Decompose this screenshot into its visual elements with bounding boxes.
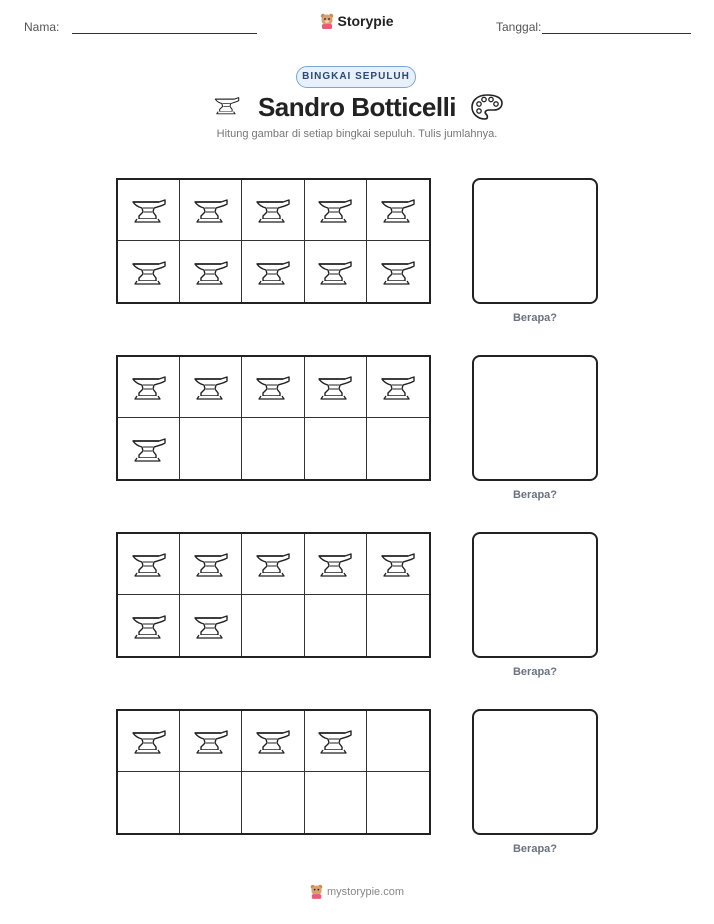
anvil-icon (378, 195, 418, 225)
ten-frame (116, 532, 431, 658)
palette-icon (470, 93, 504, 121)
answer-label: Berapa? (512, 843, 558, 855)
ten-frame-cell (180, 534, 242, 595)
ten-frame-cell (242, 180, 304, 241)
anvil-icon (191, 726, 231, 756)
ten-frame-cell (305, 595, 367, 656)
anvil-icon (191, 195, 231, 225)
ten-frame-cell (305, 357, 367, 418)
anvil-icon (315, 726, 355, 756)
anvil-icon (253, 549, 293, 579)
anvil-icon (253, 257, 293, 287)
ten-frame-cell (305, 772, 367, 833)
ten-frame-cell (367, 711, 429, 772)
answer-box[interactable] (472, 709, 598, 835)
footer-site: mystorypie.com (326, 885, 405, 898)
answer-label: Berapa? (512, 489, 558, 501)
ten-frame-cell (118, 711, 180, 772)
ten-frame-cell (305, 180, 367, 241)
ten-frame-cell (367, 595, 429, 656)
ten-frame-cell (180, 357, 242, 418)
anvil-icon (315, 549, 355, 579)
answer-box[interactable] (472, 532, 598, 658)
anvil-icon (191, 257, 231, 287)
ten-frame-cell (118, 534, 180, 595)
ten-frame-cell (242, 241, 304, 302)
worksheet-badge: BINGKAI SEPULUH (296, 66, 416, 88)
brand-logo (0, 13, 714, 34)
ten-frame-cell (242, 711, 304, 772)
anvil-icon (378, 257, 418, 287)
ten-frame-cell (180, 241, 242, 302)
ten-frame-cell (242, 418, 304, 479)
ten-frame-cell (242, 595, 304, 656)
instruction-text: Hitung gambar di setiap bingkai sepuluh. Tulis jumlahnya. (216, 128, 498, 140)
anvil-icon (211, 94, 243, 116)
anvil-icon (129, 372, 169, 402)
ten-frame-cell (180, 711, 242, 772)
page-title: Sandro Botticelli (257, 92, 457, 122)
ten-frame-cell (118, 418, 180, 479)
answer-label: Berapa? (512, 666, 558, 678)
ten-frame-cell (305, 711, 367, 772)
ten-frame (116, 355, 431, 481)
anvil-icon (253, 726, 293, 756)
ten-frame-cell (118, 241, 180, 302)
ten-frame-cell (118, 180, 180, 241)
brand-name: Storypie (337, 13, 394, 29)
ten-frame-cell (180, 180, 242, 241)
ten-frame-cell (118, 357, 180, 418)
anvil-icon (129, 257, 169, 287)
ten-frame-cell (180, 418, 242, 479)
anvil-icon (129, 549, 169, 579)
ten-frame-cell (367, 418, 429, 479)
answer-box[interactable] (472, 178, 598, 304)
ten-frame-cell (367, 534, 429, 595)
ten-frame-cell (242, 772, 304, 833)
ten-frame-cell (305, 241, 367, 302)
anvil-icon (315, 372, 355, 402)
ten-frame (116, 178, 431, 304)
anvil-icon (129, 434, 169, 464)
anvil-icon (191, 611, 231, 641)
answer-label: Berapa? (512, 312, 558, 324)
anvil-icon (129, 611, 169, 641)
ten-frame-cell (367, 241, 429, 302)
anvil-icon (378, 372, 418, 402)
answer-box[interactable] (472, 355, 598, 481)
bear-logo-icon (320, 13, 334, 29)
name-label: Nama: (24, 20, 60, 34)
anvil-icon (129, 726, 169, 756)
ten-frame-cell (118, 772, 180, 833)
ten-frame-cell (367, 180, 429, 241)
anvil-icon (253, 372, 293, 402)
anvil-icon (315, 257, 355, 287)
anvil-icon (129, 195, 169, 225)
ten-frame-cell (367, 357, 429, 418)
ten-frame-cell (180, 595, 242, 656)
ten-frame-cell (242, 534, 304, 595)
anvil-icon (315, 195, 355, 225)
bear-logo-icon (310, 884, 323, 899)
ten-frame-cell (305, 418, 367, 479)
anvil-icon (253, 195, 293, 225)
ten-frame-cell (242, 357, 304, 418)
ten-frame-cell (118, 595, 180, 656)
anvil-icon (191, 549, 231, 579)
anvil-icon (191, 372, 231, 402)
ten-frame (116, 709, 431, 835)
ten-frame-cell (305, 534, 367, 595)
date-label: Tanggal: (496, 20, 542, 34)
footer (0, 884, 714, 902)
ten-frame-cell (180, 772, 242, 833)
ten-frame-cell (367, 772, 429, 833)
anvil-icon (378, 549, 418, 579)
